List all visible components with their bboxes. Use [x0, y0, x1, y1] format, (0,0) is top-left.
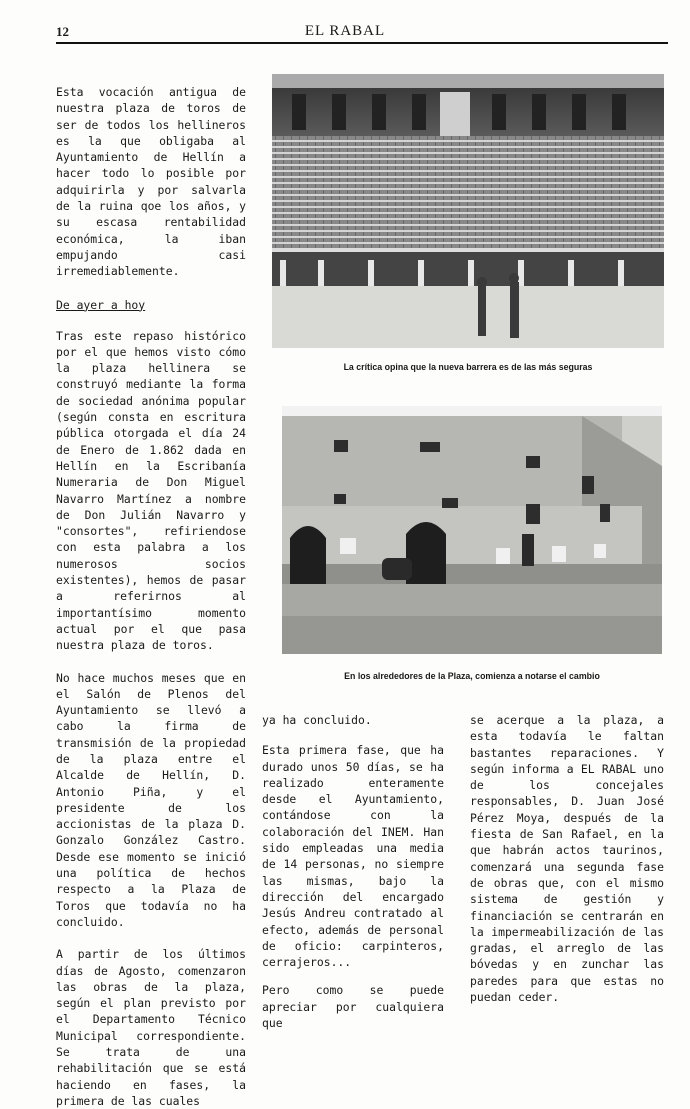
middle-paragraph-3: Pero como se puede apreciar por cualquiera que	[262, 983, 444, 1031]
left-paragraph-4: A partir de los últimos días de Agosto, comenzaron las obras de la plaza, según el plan previsto por el Departamento Técnico Municipal correspondiente. Se trata de una rehabilitación que se está haciendo en fases, la primera de las cuales	[56, 947, 246, 1108]
right-column	[470, 712, 664, 1005]
publication-title: EL RABAL	[304, 23, 386, 39]
page-number: 12	[56, 24, 69, 39]
left-paragraph-1: Esta vocación antigua de nuestra plaza de toros de ser de todos los hellineros es la que obligaba al Ayuntamiento de Hellín a hacer todo lo posible por adquirirla y por salvarla de la ruina qoe los años, y su escasa rentabilidad económica, la iban empujando casi irremediablemente.	[56, 85, 246, 279]
middle-column	[262, 712, 444, 1031]
plaza-exterior-photo	[282, 406, 662, 654]
photo-1-caption: La crítica opina que la nueva barrera es de las más seguras	[343, 362, 593, 372]
left-column	[56, 84, 246, 1109]
left-paragraph-2: Tras este repaso histórico por el que hemos visto cómo la plaza hellinera se construyó mediante la forma de sociedad anónima popular (según consta en escritura pública otorgada el día 24 de Enero de 1.862 dada en Hellín en la Escribanía Numeraria de Don Miguel Navarro Martínez a nombre de Don Julián Navarro y "consortes", refiriendose con esta palabra a los numerosos socios existentes), hemos de pasar a referirnos al importantísimo momento actual por el que pasa nuestra plaza de toros.	[56, 328, 246, 653]
middle-paragraph-2: Esta primera fase, que ha durado unos 50 días, se ha realizado enteramente desde el Ayuntamiento, contándose con la colaboración del INEM. Han sido empleadas una media de 14 personas, no siempre las mismas, bajo la dirección del encargado Jesús Andreu contratado al efecto, además de personal de oficio: carpinteros, cerrajeros...	[262, 743, 444, 970]
section-subhead: De ayer a hoy	[56, 297, 146, 312]
bullring-stands-photo	[272, 74, 664, 348]
right-paragraph-1: se acerque a la plaza, a esta todavía le faltan bastantes reparaciones. Y según informa a EL RABAL uno de los concejales responsables, D. Juan José Pérez Moya, después de la fiesta de San Rafael, en la que habrán actos taurinos, comenzará una segunda fase de obras que, con el mismo sistema de gestión y financiación se centrarán en la impermeabilización de las gradas, el arreglo de las bóvedas y en zunchar las paredes para que estas no puedan ceder.	[470, 713, 664, 1005]
photo-2-caption: En los alrededores de la Plaza, comienza a notarse el cambio	[344, 671, 600, 681]
middle-paragraph-1: ya ha concluido.	[262, 713, 372, 727]
header-rule	[56, 42, 668, 44]
left-paragraph-3: No hace muchos meses que en el Salón de Plenos del Ayuntamiento se llevó a cabo la firma de transmisión de la propiedad de la plaza entre el Alcalde de Hellín, D. Antonio Piña, y el presidente de los accionistas de la plaza D. Gonzalo González Castro. Desde ese momento se inició una política de hechos respecto a la Plaza de Toros que todavía no ha concluido.	[56, 670, 246, 929]
